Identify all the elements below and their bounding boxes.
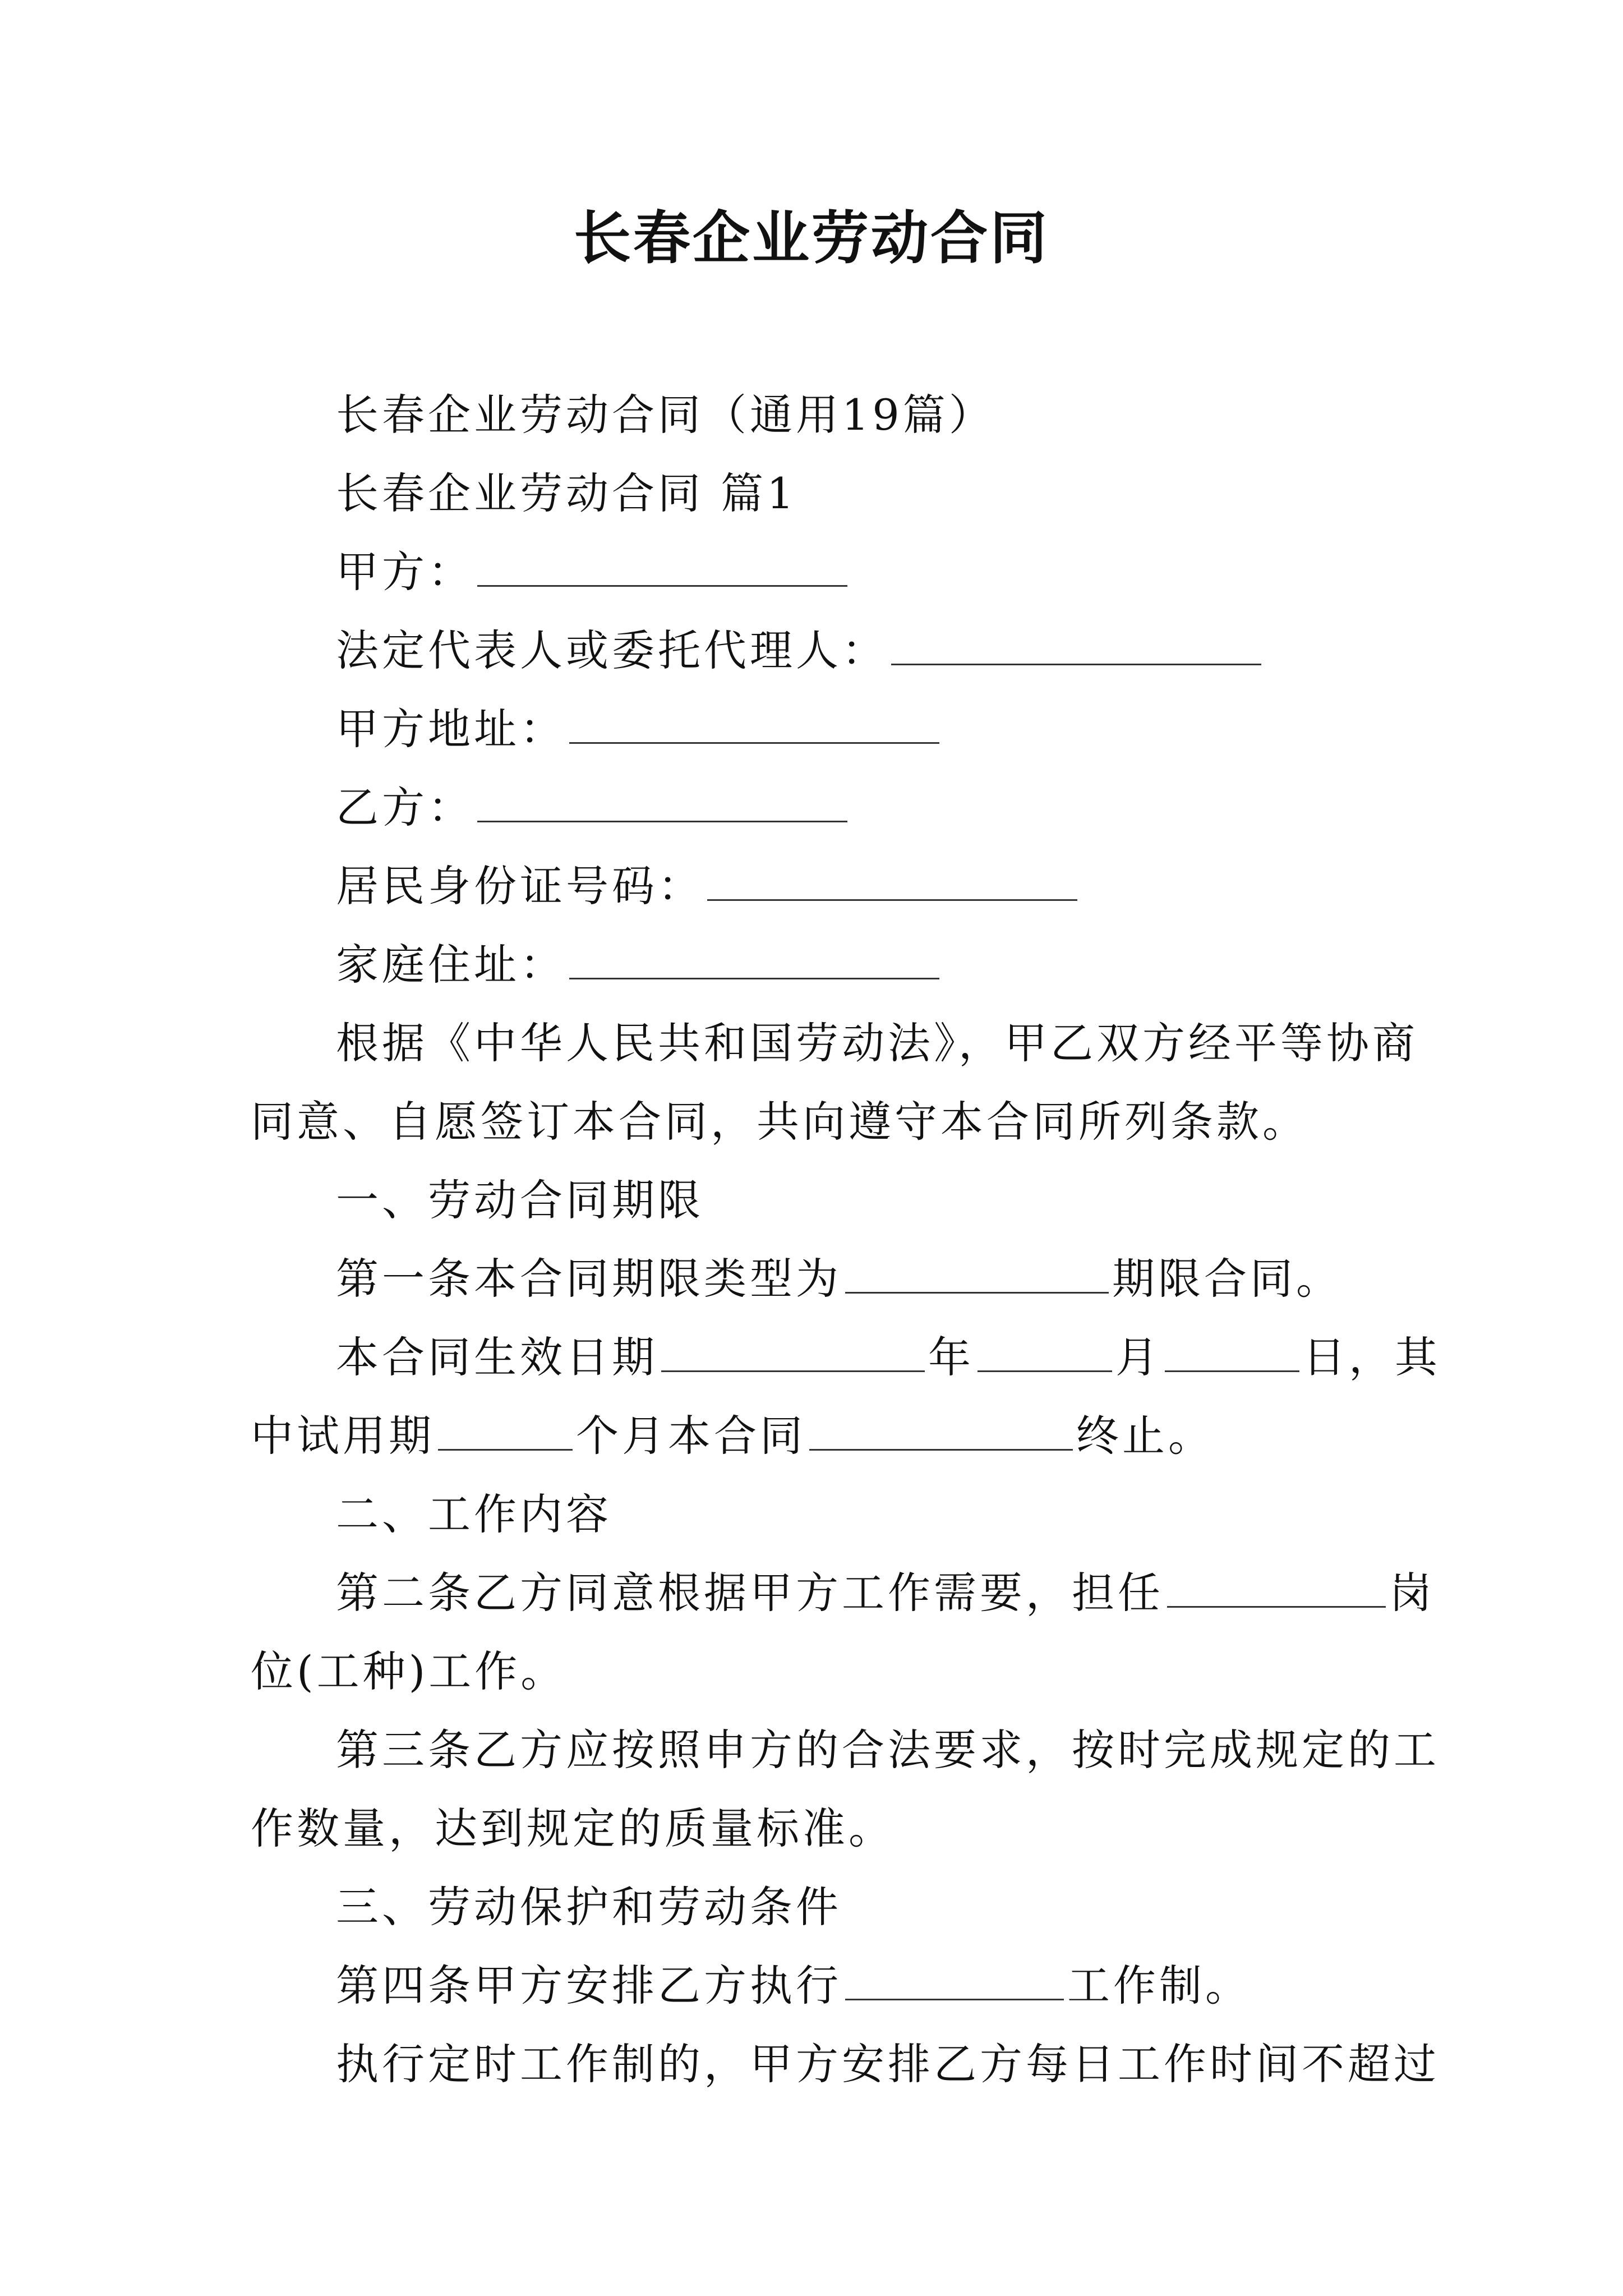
chapter-2-title: 二、工作内容 [336, 1489, 612, 1539]
article-3-line-2: 作数量，达到规定的质量标准。 [251, 1803, 895, 1853]
id-number-label: 居民身份证号码： [336, 861, 704, 911]
legal-rep-line [251, 611, 1385, 690]
document-title: 长春企业劳动合同 [574, 205, 1049, 272]
article-2-line [251, 1554, 1435, 1632]
intro-line-2: 同意、自愿签订本合同，共向遵守本合同所列条款。 [251, 1097, 1308, 1147]
id-number-line [251, 847, 1385, 926]
year-label: 年 [928, 1332, 974, 1382]
work-hours-line: 执行定时工作制的，甲方安排乙方每日工作时间不超过 [336, 2039, 1440, 2089]
article-1-text-a: 第一条本合同期限类型为 [336, 1254, 842, 1304]
article-1-text-b: 期限合同。 [1112, 1254, 1342, 1304]
chapter-3-title: 三、劳动保护和劳动条件 [336, 1882, 842, 1932]
day-label: 日，其 [1303, 1332, 1441, 1382]
party-a-address-line [251, 690, 1385, 769]
article-4-text-b: 工作制。 [1067, 1961, 1251, 2010]
month-blank [978, 1337, 1112, 1372]
party-a-blank [477, 551, 847, 587]
party-b-line [251, 769, 1385, 847]
article-2-text-b: 岗 [1389, 1568, 1435, 1618]
legal-rep-blank [891, 630, 1261, 665]
trial-months-label: 个月本合同 [576, 1411, 806, 1461]
end-date-blank [809, 1415, 1073, 1451]
party-b-blank [477, 787, 847, 822]
document-body [251, 376, 1441, 2104]
article-1-line [251, 1240, 1385, 1318]
home-address-blank [569, 944, 939, 979]
day-blank [1165, 1337, 1299, 1372]
month-label: 月 [1115, 1332, 1161, 1382]
id-number-blank [707, 866, 1077, 901]
section-heading: 长春企业劳动合同 篇1 [336, 468, 797, 518]
subtitle: 长春企业劳动合同（通用19篇） [336, 390, 995, 440]
trial-period-line [251, 1397, 1385, 1475]
party-a-address-blank [569, 708, 939, 744]
party-b-label: 乙方： [336, 783, 474, 832]
effective-date-line [251, 1318, 1441, 1397]
chapter-1-title: 一、劳动合同期限 [336, 1175, 704, 1225]
article-2-line-2: 位(工种)工作。 [251, 1646, 567, 1696]
termination-label: 终止。 [1076, 1411, 1214, 1461]
article-2-text-a: 第二条乙方同意根据甲方工作需要，担任 [336, 1568, 1164, 1618]
post-blank [1167, 1572, 1386, 1608]
contract-type-blank [845, 1258, 1109, 1294]
legal-rep-label: 法定代表人或委托代理人： [336, 625, 888, 675]
party-a-line [251, 533, 1385, 611]
article-4-text-a: 第四条甲方安排乙方执行 [336, 1961, 842, 2010]
work-system-blank [845, 1965, 1064, 2000]
effective-date-label: 本合同生效日期 [336, 1332, 658, 1382]
home-address-label: 家庭住址： [336, 940, 566, 990]
party-a-address-label: 甲方地址： [336, 704, 566, 754]
trial-period-label: 中试用期 [251, 1411, 435, 1461]
article-3-line-1: 第三条乙方应按照申方的合法要求，按时完成规定的工 [336, 1725, 1440, 1775]
year-blank [661, 1337, 925, 1372]
intro-line-1: 根据《中华人民共和国劳动法》，甲乙双方经平等协商 [336, 1018, 1418, 1068]
home-address-line [251, 926, 1385, 1004]
party-a-label: 甲方： [336, 547, 474, 597]
article-4-line [251, 1947, 1385, 2025]
trial-months-blank [438, 1415, 573, 1451]
